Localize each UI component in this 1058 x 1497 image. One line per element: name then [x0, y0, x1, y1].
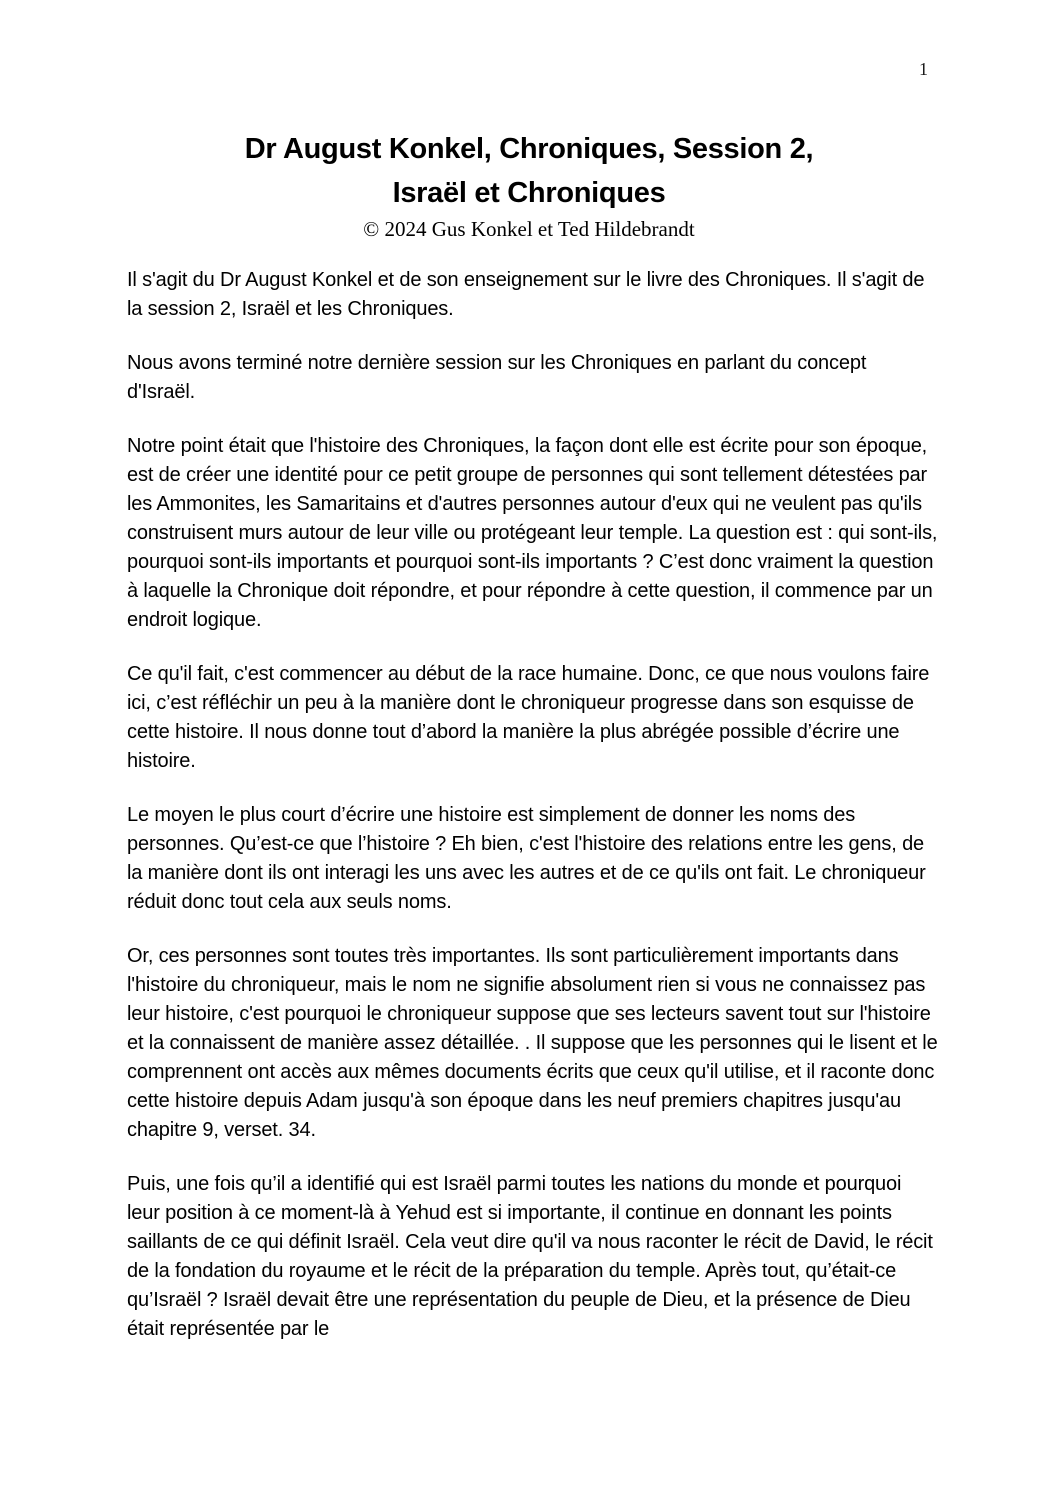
title-line-1: Dr August Konkel, Chroniques, Session 2,: [244, 133, 814, 165]
title-line-2: Israël et Chroniques: [392, 177, 666, 209]
paragraph-intro: Il s'agit du Dr August Konkel et de son enseignement sur le livre des Chroniques. Il s'agit de la session 2, Israël et les Chroniques.: [127, 269, 925, 320]
copyright-line: © 2024 Gus Konkel et Ted Hildebrandt: [363, 217, 695, 241]
document-title: [0, 0, 1058, 215]
paragraph-last-session: Nous avons terminé notre dernière session sur les Chroniques en parlant du concept d'Israël.: [127, 352, 867, 403]
paragraph-race-humaine: Ce qu'il fait, c'est commencer au début de la race humaine. Donc, ce que nous voulons faire ici, c’est réfléchir un peu à la manière dont le chroniqueur progresse dans son esquisse de cette histoire. Il nous donne tout d’abord la manière la plus abrégée possible d’écrire une histoire.: [127, 663, 930, 772]
paragraph-noms: Le moyen le plus court d’écrire une histoire est simplement de donner les noms des personnes. Qu’est-ce que l’histoire ? Eh bien, c'est l'histoire des relations entre les gens, de la manière dont ils ont interagi les uns avec les autres et de ce qu'ils ont fait. Le chroniqueur réduit donc tout cela aux seuls noms.: [127, 804, 926, 913]
paragraph-israel-nations: Puis, une fois qu’il a identifié qui est Israël parmi toutes les nations du monde et pourquoi leur position à ce moment-là à Yehud est si importante, il continue en donnant les points saillants de ce qui définit Israël. Cela veut dire qu'il va nous raconter le récit de David, le récit de la fondation du royaume et le récit de la préparation du temple. Après tout, qu’était-ce qu’Israël ? Israël devait être une représentation du peuple de Dieu, et la présence de Dieu était représentée par le: [127, 1173, 933, 1340]
document-body: [127, 266, 939, 1369]
paragraph-identity: Notre point était que l'histoire des Chroniques, la façon dont elle est écrite pour son époque, est de créer une identité pour ce petit groupe de personnes qui sont tellement détestées par les Ammonites, les Samaritains et d'autres personnes autour d'eux qui ne veulent pas qu'ils construisent murs autour de leur ville ou protégeant leur temple. La question est : qui sont-ils, pourquoi sont-ils importants et pourquoi sont-ils importants ? C’est donc vraiment la question à laquelle la Chronique doit répondre, et pour répondre à cette question, il commence par un endroit logique.: [127, 435, 938, 631]
page-number: 1: [919, 59, 928, 79]
paragraph-personnes-importantes: Or, ces personnes sont toutes très importantes. Ils sont particulièrement importants dans l'histoire du chroniqueur, mais le nom ne signifie absolument rien si vous ne connaissez pas leur histoire, c'est pourquoi le chroniqueur suppose que ses lecteurs savent tout sur l'histoire et la connaissent de manière assez détaillée. . Il suppose que les personnes qui le lisent et le comprennent ont accès aux mêmes documents écrits que ceux qu'il utilise, et il raconte donc cette histoire depuis Adam jusqu'à son époque dans les neuf premiers chapitres jusqu'au chapitre 9, verset. 34.: [127, 945, 938, 1141]
